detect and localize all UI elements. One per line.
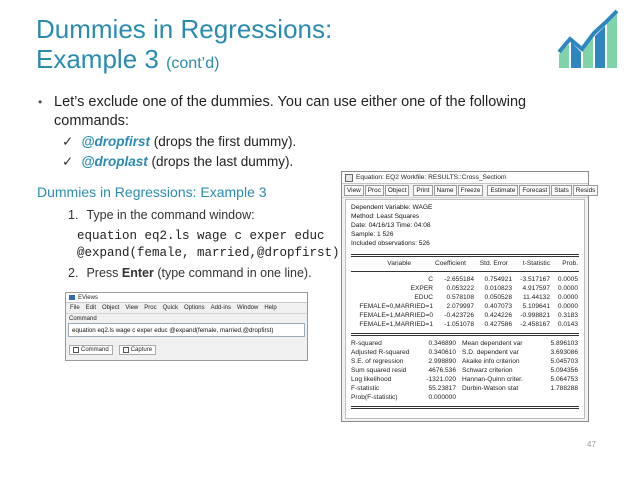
stats-row [346, 349, 584, 358]
freeze-button[interactable]: Freeze [458, 185, 484, 196]
menu-object[interactable]: Object [102, 305, 120, 311]
cell-prob: 0.0000 [557, 303, 578, 310]
stat-value: 1.788288 [550, 385, 578, 392]
slide-title [36, 14, 332, 79]
stats-row [346, 376, 584, 385]
view-button[interactable]: View [344, 185, 364, 196]
checkmark-icon: ✓ [62, 134, 74, 149]
check-item-dropfirst [62, 134, 296, 150]
tab-label: Command [81, 346, 109, 353]
check-cmd: @dropfirst [81, 134, 150, 149]
output-header-line: Included observations: 526 [351, 240, 430, 247]
main-bullet [38, 93, 598, 131]
step-text-bold: Enter [121, 266, 154, 280]
stat-value: 2.998890 [428, 358, 456, 365]
stats-row [346, 367, 584, 376]
col-prob: Prob. [562, 260, 578, 267]
window-icon [123, 347, 129, 353]
eviews-title: EViews [78, 294, 98, 301]
tab-capture[interactable] [119, 345, 156, 355]
table-rule [351, 256, 579, 257]
equation-icon [345, 174, 353, 182]
check-desc: (drops the last dummy). [151, 154, 294, 169]
stat-label: S.D. dependent var [462, 349, 519, 356]
chart-logo-icon [557, 8, 621, 70]
table-rule [351, 408, 579, 409]
menu-view[interactable]: View [125, 305, 139, 311]
window-icon [73, 347, 79, 353]
cell-prob: 0.0000 [557, 294, 578, 301]
stats-row [346, 394, 584, 403]
table-header-row [346, 260, 584, 269]
stat-value: 0.346890 [428, 340, 456, 347]
section-heading: Dummies in Regressions: Example 3 [37, 184, 267, 200]
table-row [346, 294, 584, 303]
code-line-2: @expand(female, married,@dropfirst) [77, 246, 340, 260]
stat-value: 55.23817 [428, 385, 456, 392]
stat-value: 3.693086 [550, 349, 578, 356]
col-variable: Variable [387, 260, 411, 267]
step-number: 2. [68, 266, 79, 280]
eviews-menubar [66, 303, 307, 314]
tab-command[interactable] [69, 345, 113, 355]
check-item-droplast [62, 154, 293, 170]
cell-std-error: 0.010823 [484, 285, 512, 292]
title-line-1: Dummies in Regressions: [36, 14, 333, 44]
eviews-titlebar [66, 293, 307, 303]
cell-t-statistic: 5.109641 [522, 303, 550, 310]
cell-prob: 0.0005 [557, 276, 578, 283]
cell-t-statistic: 4.917597 [522, 285, 550, 292]
command-label: Command [69, 315, 97, 322]
estimate-button[interactable]: Estimate [487, 185, 518, 196]
page-number: 47 [587, 440, 596, 449]
stat-value: -1321.020 [426, 376, 456, 383]
menu-window[interactable]: Window [236, 305, 259, 311]
stats-row [346, 385, 584, 394]
cell-t-statistic: -2.458167 [520, 321, 550, 328]
resids-button[interactable]: Resids [573, 185, 599, 196]
cell-prob: 0.3183 [557, 312, 578, 319]
step-1 [68, 208, 255, 222]
cell-variable: FEMALE=1,MARRIED=1 [359, 321, 433, 328]
stat-label: Hannan-Quinn criter. [462, 376, 523, 383]
eviews-app-icon [69, 295, 75, 300]
stat-label: Durbin-Watson stat [462, 385, 519, 392]
cell-coefficient: 2.079997 [446, 303, 474, 310]
stats-row [346, 358, 584, 367]
proc-button[interactable]: Proc [365, 185, 384, 196]
title-line-2-main: Example 3 [36, 44, 159, 74]
bullet-dot-icon: • [38, 95, 43, 109]
step-text-post: (type command in one line). [157, 266, 312, 280]
menu-edit[interactable]: Edit [85, 305, 97, 311]
stat-label: S.E. of regression [351, 358, 404, 365]
cell-t-statistic: -0.998821 [520, 312, 550, 319]
table-row [346, 321, 584, 330]
stat-label: Log likelihood [351, 376, 392, 383]
output-header-line: Dependent Variable: WAGE [351, 204, 433, 211]
cell-variable: C [428, 276, 433, 283]
table-rule [351, 271, 579, 272]
stat-label: Schwarz criterion [462, 367, 513, 374]
table-rule [351, 406, 579, 407]
table-rule [351, 335, 579, 336]
check-desc: (drops the first dummy). [153, 134, 297, 149]
equation-title: Equation: EQ2 Workfile: RESULTS::Cross_Section\ [356, 174, 507, 181]
table-row [346, 312, 584, 321]
table-row [346, 285, 584, 294]
step-number: 1. [68, 208, 79, 222]
equation-toolbar [342, 184, 596, 198]
bullet-text: Let’s exclude one of the dummies. You can use either one of the following commands: [54, 94, 527, 129]
tab-label: Capture [130, 346, 153, 353]
col-coefficient: Coefficient [434, 260, 466, 267]
col-t-statistic: t-Statistic [522, 260, 550, 267]
cell-std-error: 0.424226 [484, 312, 512, 319]
stat-label: F-statistic [351, 385, 380, 392]
stat-label: Sum squared resid [351, 367, 407, 374]
stat-value: 0.000000 [428, 394, 456, 401]
cell-prob: 0.0000 [557, 285, 578, 292]
step-2 [68, 266, 312, 280]
table-rule [351, 254, 579, 255]
cell-std-error: 0.407073 [484, 303, 512, 310]
cell-variable: FEMALE=1,MARRIED=0 [359, 312, 433, 319]
stat-value: 5.045703 [550, 358, 578, 365]
stat-label: Mean dependent var [462, 340, 523, 347]
title-line-2 [36, 44, 332, 79]
menu-proc[interactable]: Proc [144, 305, 157, 311]
output-header-line: Method: Least Squares [351, 213, 420, 220]
equation-titlebar [342, 172, 588, 184]
stat-label: Prob(F-statistic) [351, 394, 398, 401]
checkmark-icon: ✓ [62, 154, 74, 169]
cell-std-error: 0.427586 [484, 321, 512, 328]
print-button[interactable]: Print [413, 185, 432, 196]
cell-std-error: 0.050528 [484, 294, 512, 301]
menu-options[interactable]: Options [183, 305, 205, 311]
output-header-line: Sample: 1 526 [351, 231, 394, 238]
title-sub: (cont’d) [166, 55, 220, 72]
cell-std-error: 0.754921 [484, 276, 512, 283]
stat-value: 4676.536 [428, 367, 456, 374]
object-button[interactable]: Object [385, 185, 409, 196]
cell-coefficient: 0.053222 [446, 285, 474, 292]
equation-output [345, 199, 585, 419]
cell-variable: EDUC [414, 294, 433, 301]
eviews-tabs [66, 344, 307, 355]
cell-prob: 0.0143 [557, 321, 578, 328]
step-text: Type in the command window: [86, 208, 255, 222]
cell-coefficient: -2.655184 [444, 276, 474, 283]
stat-label: Adjusted R-squared [351, 349, 410, 356]
cell-t-statistic: -3.517167 [520, 276, 550, 283]
table-row [346, 303, 584, 312]
cell-coefficient: -1.051078 [444, 321, 474, 328]
menu-help[interactable]: Help [264, 305, 277, 311]
cell-coefficient: 0.578108 [446, 294, 474, 301]
stat-value: 5.094356 [550, 367, 578, 374]
command-input[interactable]: equation eq2.ls wage c exper educ @expand(female, married,@dropfirst) [68, 323, 305, 337]
menu-quick[interactable]: Quick [162, 305, 178, 311]
cell-t-statistic: 11.44132 [522, 294, 550, 301]
equation-window [341, 171, 596, 422]
name-button[interactable]: Name [434, 185, 457, 196]
forecast-button[interactable]: Forecast [519, 185, 550, 196]
menu-file[interactable]: File [70, 305, 80, 311]
stat-label: Akaike info criterion [462, 358, 520, 365]
stat-value: 5.064753 [550, 376, 578, 383]
eviews-window [65, 292, 308, 361]
step-text-pre: Press [86, 266, 119, 280]
cell-variable: EXPER [410, 285, 433, 292]
cell-coefficient: -0.423726 [444, 312, 474, 319]
code-line-1: equation eq2.ls wage c exper educ [77, 229, 325, 243]
command-code [77, 228, 340, 262]
output-header-line: Date: 04/16/13 Time: 04:08 [351, 222, 431, 229]
cell-variable: FEMALE=0,MARRIED=1 [359, 303, 433, 310]
stats-row [346, 340, 584, 349]
check-cmd: @droplast [81, 154, 148, 169]
menu-add-ins[interactable]: Add-ins [210, 305, 231, 311]
table-row [346, 276, 584, 285]
stat-value: 5.896103 [550, 340, 578, 347]
stat-label: R-squared [351, 340, 382, 347]
col-std-error: Std. Error [479, 260, 508, 267]
table-rule [351, 333, 579, 334]
stat-value: 0.340610 [428, 349, 456, 356]
stats-button[interactable]: Stats [551, 185, 572, 196]
